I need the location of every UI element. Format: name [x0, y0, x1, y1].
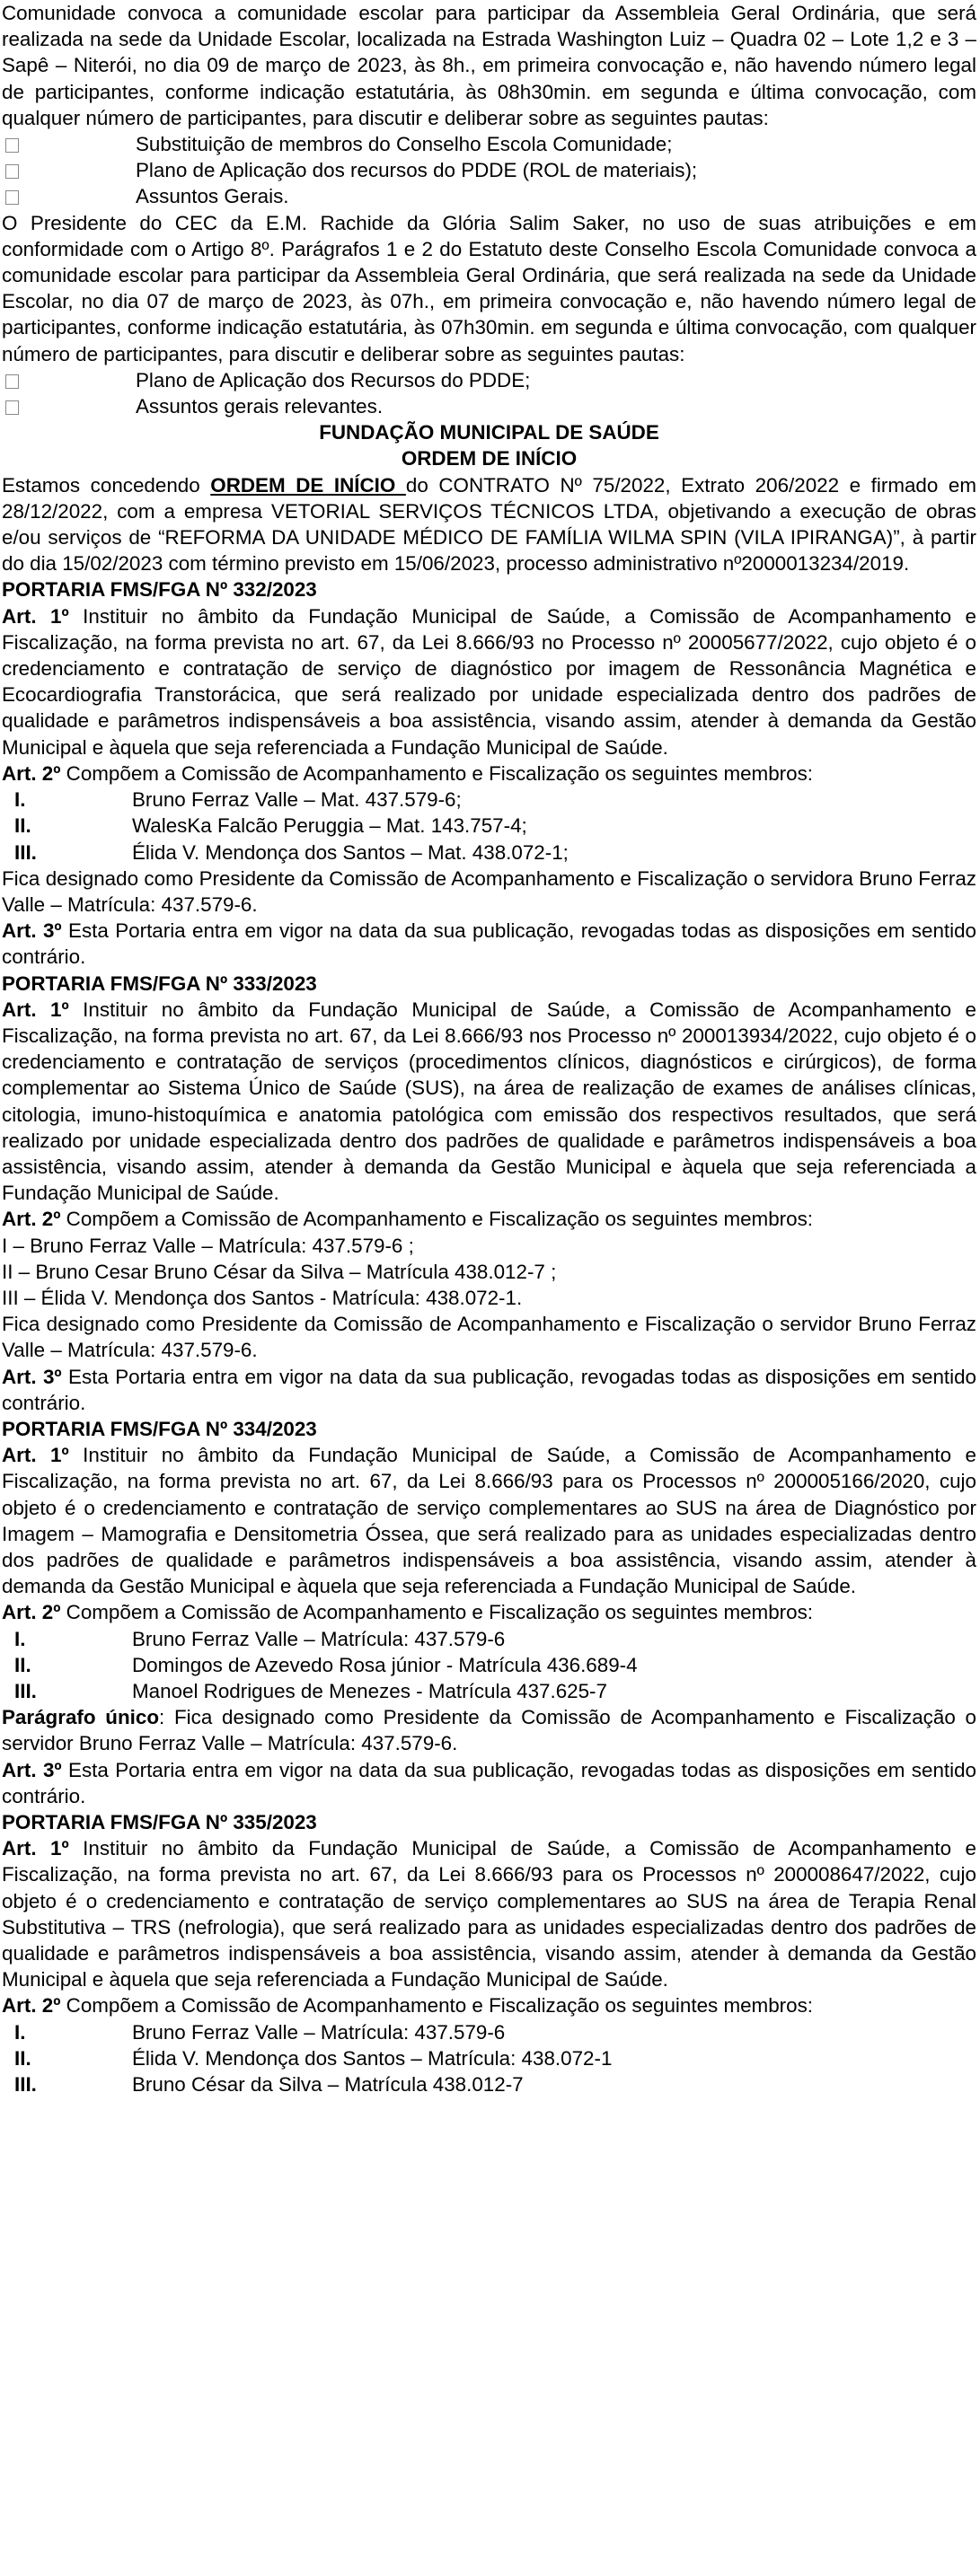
member-item	[2, 813, 976, 839]
member-text: Bruno Ferraz Valle – Mat. 437.579-6;	[132, 788, 462, 812]
article-label: Art. 1º	[2, 1444, 69, 1467]
bullet-text: Plano de Aplicação dos Recursos do PDDE;	[136, 368, 531, 391]
article-paragraph	[2, 1704, 976, 1756]
article-label: Art. 3º	[2, 919, 62, 943]
bullet-text: Assuntos Gerais.	[136, 185, 289, 208]
member-item	[2, 787, 976, 813]
bullet-item	[2, 157, 976, 183]
ordem-keyword: ORDEM DE INÍCIO	[210, 473, 406, 497]
article-label: Art. 1º	[2, 998, 69, 1021]
article-text: Compõem a Comissão de Acompanhamento e Fiscalização os seguintes membros:	[60, 1994, 813, 2018]
bullet-item	[2, 367, 976, 393]
bullet-item	[2, 393, 976, 419]
article-paragraph	[2, 760, 976, 787]
article-text: Compõem a Comissão de Acompanhamento e Fiscalização os seguintes membros:	[60, 1208, 813, 1231]
article-paragraph	[2, 1442, 976, 1599]
bullet-item	[2, 131, 976, 157]
member-text: Élida V. Mendonça dos Santos – Matrícula: 438.072-1	[132, 2046, 613, 2070]
member-line: III – Élida V. Mendonça dos Santos - Matrícula: 438.072-1.	[2, 1286, 523, 1309]
article-label: Art. 2º	[2, 761, 61, 785]
member-number: III.	[14, 1680, 37, 1702]
member-item	[2, 2019, 976, 2045]
article-text: Esta Portaria entra em vigor na data da sua publicação, revogadas todas as disposições em sentido contrário.	[2, 1365, 976, 1414]
article-text: Compõem a Comissão de Acompanhamento e Fiscalização os seguintes membros:	[60, 1601, 813, 1624]
article-text: Compõem a Comissão de Acompanhamento e Fiscalização os seguintes membros:	[60, 761, 813, 785]
portaria-heading: PORTARIA FMS/FGA Nº 335/2023	[2, 1811, 317, 1834]
member-number: I.	[14, 1627, 26, 1650]
member-number: III.	[14, 2073, 37, 2097]
section-heading: ORDEM DE INÍCIO	[401, 447, 578, 470]
article-text: Instituir no âmbito da Fundação Municipal de Saúde, a Comissão de Acompanhamento e Fiscalização, na forma prevista no art. 67, da Lei 8.666/93 para os Processos nº 200008647/2022, cujo objeto é o credenciamento e contratação de serviço complementares ao SUS na área de Terapia Renal Substitutiva – TRS (nefrologia), que será realizado para as unidades especializadas dentro dos padrões de qualidade e parâmetros indispensáveis a boa assistência, visando assim, atender à demanda da Gestão Municipal e àquela que seja referenciada a Fundação Municipal de Saúde.	[2, 1837, 976, 1991]
bullet-box-icon	[5, 190, 19, 205]
article-paragraph	[2, 1599, 976, 1625]
member-item	[2, 840, 976, 866]
article-paragraph	[2, 1757, 976, 1809]
paragraph: Comunidade convoca a comunidade escolar para participar da Assembleia Geral Ordinária, que será realizada na sede da Unidade Escolar, localizada na Estrada Washington Luiz – Quadra 02 – Lote 1,2 e 3 – Sapê – Niterói, no dia 09 de março de 2023, às 8h., em primeira convocação e, não havendo número legal de participantes, conforme indicação estatutária, às 08h30min. em segunda e última convocação, com qualquer número de participantes, para discutir e deliberar sobre as seguintes pautas:	[2, 2, 976, 129]
member-number: II.	[14, 814, 31, 838]
paragraph: O Presidente do CEC da E.M. Rachide da Glória Salim Saker, no uso de suas atribuições e em conformidade com o Artigo 8º. Parágrafos 1 e 2 do Estatuto deste Conselho Escola Comunidade convoca a comunidade escolar para participar da Assembleia Geral Ordinária, que será realizada na sede da Unidade Escolar, no dia 07 de março de 2023, às 07h., em primeira convocação e, não havendo número legal de participantes, conforme indicação estatutária, às 07h30min. em segunda e última convocação, com qualquer número de participantes, para discutir e deliberar sobre as seguintes pautas:	[2, 211, 976, 365]
member-text: WalesKa Falcão Peruggia – Mat. 143.757-4;	[132, 814, 527, 838]
article-paragraph	[2, 603, 976, 760]
bullet-text: Assuntos gerais relevantes.	[136, 395, 384, 418]
bullet-box-icon	[5, 400, 19, 415]
paragraph: Fica designado como Presidente da Comissão de Acompanhamento e Fiscalização o servidor Bruno Ferraz Valle – Matrícula: 437.579-6.	[2, 1313, 976, 1362]
member-number: I.	[14, 2020, 26, 2044]
member-line: II – Bruno Cesar Bruno César da Silva – Matrícula 438.012-7 ;	[2, 1260, 557, 1283]
member-item	[2, 1652, 976, 1678]
article-label: Art. 2º	[2, 1208, 61, 1231]
article-label: Parágrafo único	[2, 1706, 159, 1729]
member-item	[2, 1626, 976, 1652]
member-line: I – Bruno Ferraz Valle – Matrícula: 437.579-6 ;	[2, 1234, 414, 1257]
bullet-box-icon	[5, 374, 19, 389]
member-text: Manoel Rodrigues de Menezes - Matrícula 437.625-7	[132, 1680, 607, 1702]
article-label: Art. 3º	[2, 1758, 62, 1781]
article-text: Esta Portaria entra em vigor na data da sua publicação, revogadas todas as disposições em sentido contrário.	[2, 919, 976, 969]
member-text: Bruno Ferraz Valle – Matrícula: 437.579-6	[132, 2020, 506, 2044]
member-number: I.	[14, 788, 26, 812]
member-text: Bruno Ferraz Valle – Matrícula: 437.579-6	[132, 1627, 506, 1650]
bullet-text: Plano de Aplicação dos recursos do PDDE (ROL de materiais);	[136, 159, 698, 182]
article-text: Esta Portaria entra em vigor na data da sua publicação, revogadas todas as disposições em sentido contrário.	[2, 1758, 976, 1807]
portaria-heading: PORTARIA FMS/FGA Nº 333/2023	[2, 971, 317, 995]
article-paragraph	[2, 997, 976, 1207]
article-text: Instituir no âmbito da Fundação Municipal de Saúde, a Comissão de Acompanhamento e Fiscalização, na forma prevista no art. 67, da Lei 8.666/93 nos Processo nº 200013934/2022, cujo objeto é o credenciamento e contratação de serviços (procedimentos clínicos, diagnósticos e cirúrgicos), de forma complementar ao Sistema Único de Saúde (SUS), na área de realização de exames de análises clínicas, citologia, imuno-histoquímica e anatomia patológica com emissão dos respectivos resultados, que será realizado por unidade especializada dentro dos padrões de qualidade e parâmetros indispensáveis a boa assistência, visando assim, atender à demanda da Gestão Municipal e àquela que seja referenciada a Fundação Municipal de Saúde.	[2, 998, 976, 1205]
member-item	[2, 2045, 976, 2071]
ordem-text: do CONTRATO Nº 75/2022, Extrato 206/2022 e firmado em 28/12/2022, com a empresa VETORIAL SERVIÇOS TÉCNICOS LTDA, objetivando a execução de obras e/ou serviços de “REFORMA DA UNIDADE MÉDICO DE FAMÍLIA WILMA SPIN (VILA IPIRANGA)”, à partir do dia 15/02/2023 com término previsto em 15/06/2023, processo administrativo nº2000013234/2019.	[2, 473, 977, 576]
member-item	[2, 1678, 976, 1704]
bullet-item	[2, 183, 976, 209]
member-text: Bruno César da Silva – Matrícula 438.012-7	[132, 2073, 524, 2097]
section-heading: FUNDAÇÃO MUNICIPAL DE SAÚDE	[319, 421, 659, 444]
article-label: Art. 1º	[2, 604, 69, 628]
ordem-paragraph	[2, 472, 976, 577]
member-number: III.	[14, 840, 37, 864]
article-text: : Fica designado como Presidente da Comissão de Acompanhamento e Fiscalização o servidor Bruno Ferraz Valle – Matrícula: 437.579-6.	[2, 1706, 976, 1755]
article-paragraph	[2, 918, 976, 970]
article-paragraph	[2, 1992, 976, 2018]
member-text: Domingos de Azevedo Rosa júnior - Matrícula 436.689-4	[132, 1653, 638, 1676]
article-label: Art. 1º	[2, 1837, 69, 1860]
paragraph: Fica designado como Presidente da Comissão de Acompanhamento e Fiscalização o servidora Bruno Ferraz Valle – Matrícula: 437.579-6.	[2, 866, 976, 916]
member-number: II.	[14, 2046, 31, 2070]
portaria-heading: PORTARIA FMS/FGA Nº 334/2023	[2, 1417, 317, 1440]
article-paragraph	[2, 1364, 976, 1416]
portaria-heading: PORTARIA FMS/FGA Nº 332/2023	[2, 578, 317, 602]
member-text: Élida V. Mendonça dos Santos – Mat. 438.072-1;	[132, 840, 569, 864]
article-label: Art. 3º	[2, 1365, 62, 1388]
article-text: Instituir no âmbito da Fundação Municipal de Saúde, a Comissão de Acompanhamento e Fiscalização, na forma prevista no art. 67, da Lei 8.666/93 no Processo nº 20005677/2022, cujo objeto é o credenciamento e contratação de serviço de diagnóstico por imagem de Ressonância Magnética e Ecocardiografia Transtorácica, que será realizado por unidade especializada dentro dos padrões de qualidade e parâmetros indispensáveis a boa assistência, visando assim, atender à demanda da Gestão Municipal e àquela que seja referenciada a Fundação Municipal de Saúde.	[2, 604, 976, 759]
bullet-box-icon	[5, 138, 19, 153]
article-text: Instituir no âmbito da Fundação Municipal de Saúde, a Comissão de Acompanhamento e Fiscalização, na forma prevista no art. 67, da Lei 8.666/93 para os Processos nº 200005166/2020, cujo objeto é o credenciamento e contratação de serviço complementares ao SUS na área de Diagnóstico por Imagem – Mamografia e Densitometria Óssea, que será realizado para as unidades especializadas dentro dos padrões de qualidade e parâmetros indispensáveis a boa assistência, visando assim, atender à demanda da Gestão Municipal e àquela que seja referenciada a Fundação Municipal de Saúde.	[2, 1444, 976, 1598]
article-label: Art. 2º	[2, 1994, 61, 2018]
document-page	[2, 0, 976, 2097]
ordem-lead: Estamos concedendo	[2, 473, 211, 497]
article-paragraph	[2, 1206, 976, 1232]
member-number: II.	[14, 1653, 31, 1676]
bullet-box-icon	[5, 164, 19, 179]
article-label: Art. 2º	[2, 1601, 61, 1624]
member-item	[2, 2071, 976, 2097]
article-paragraph	[2, 1835, 976, 1992]
bullet-text: Substituição de membros do Conselho Escola Comunidade;	[136, 133, 673, 156]
